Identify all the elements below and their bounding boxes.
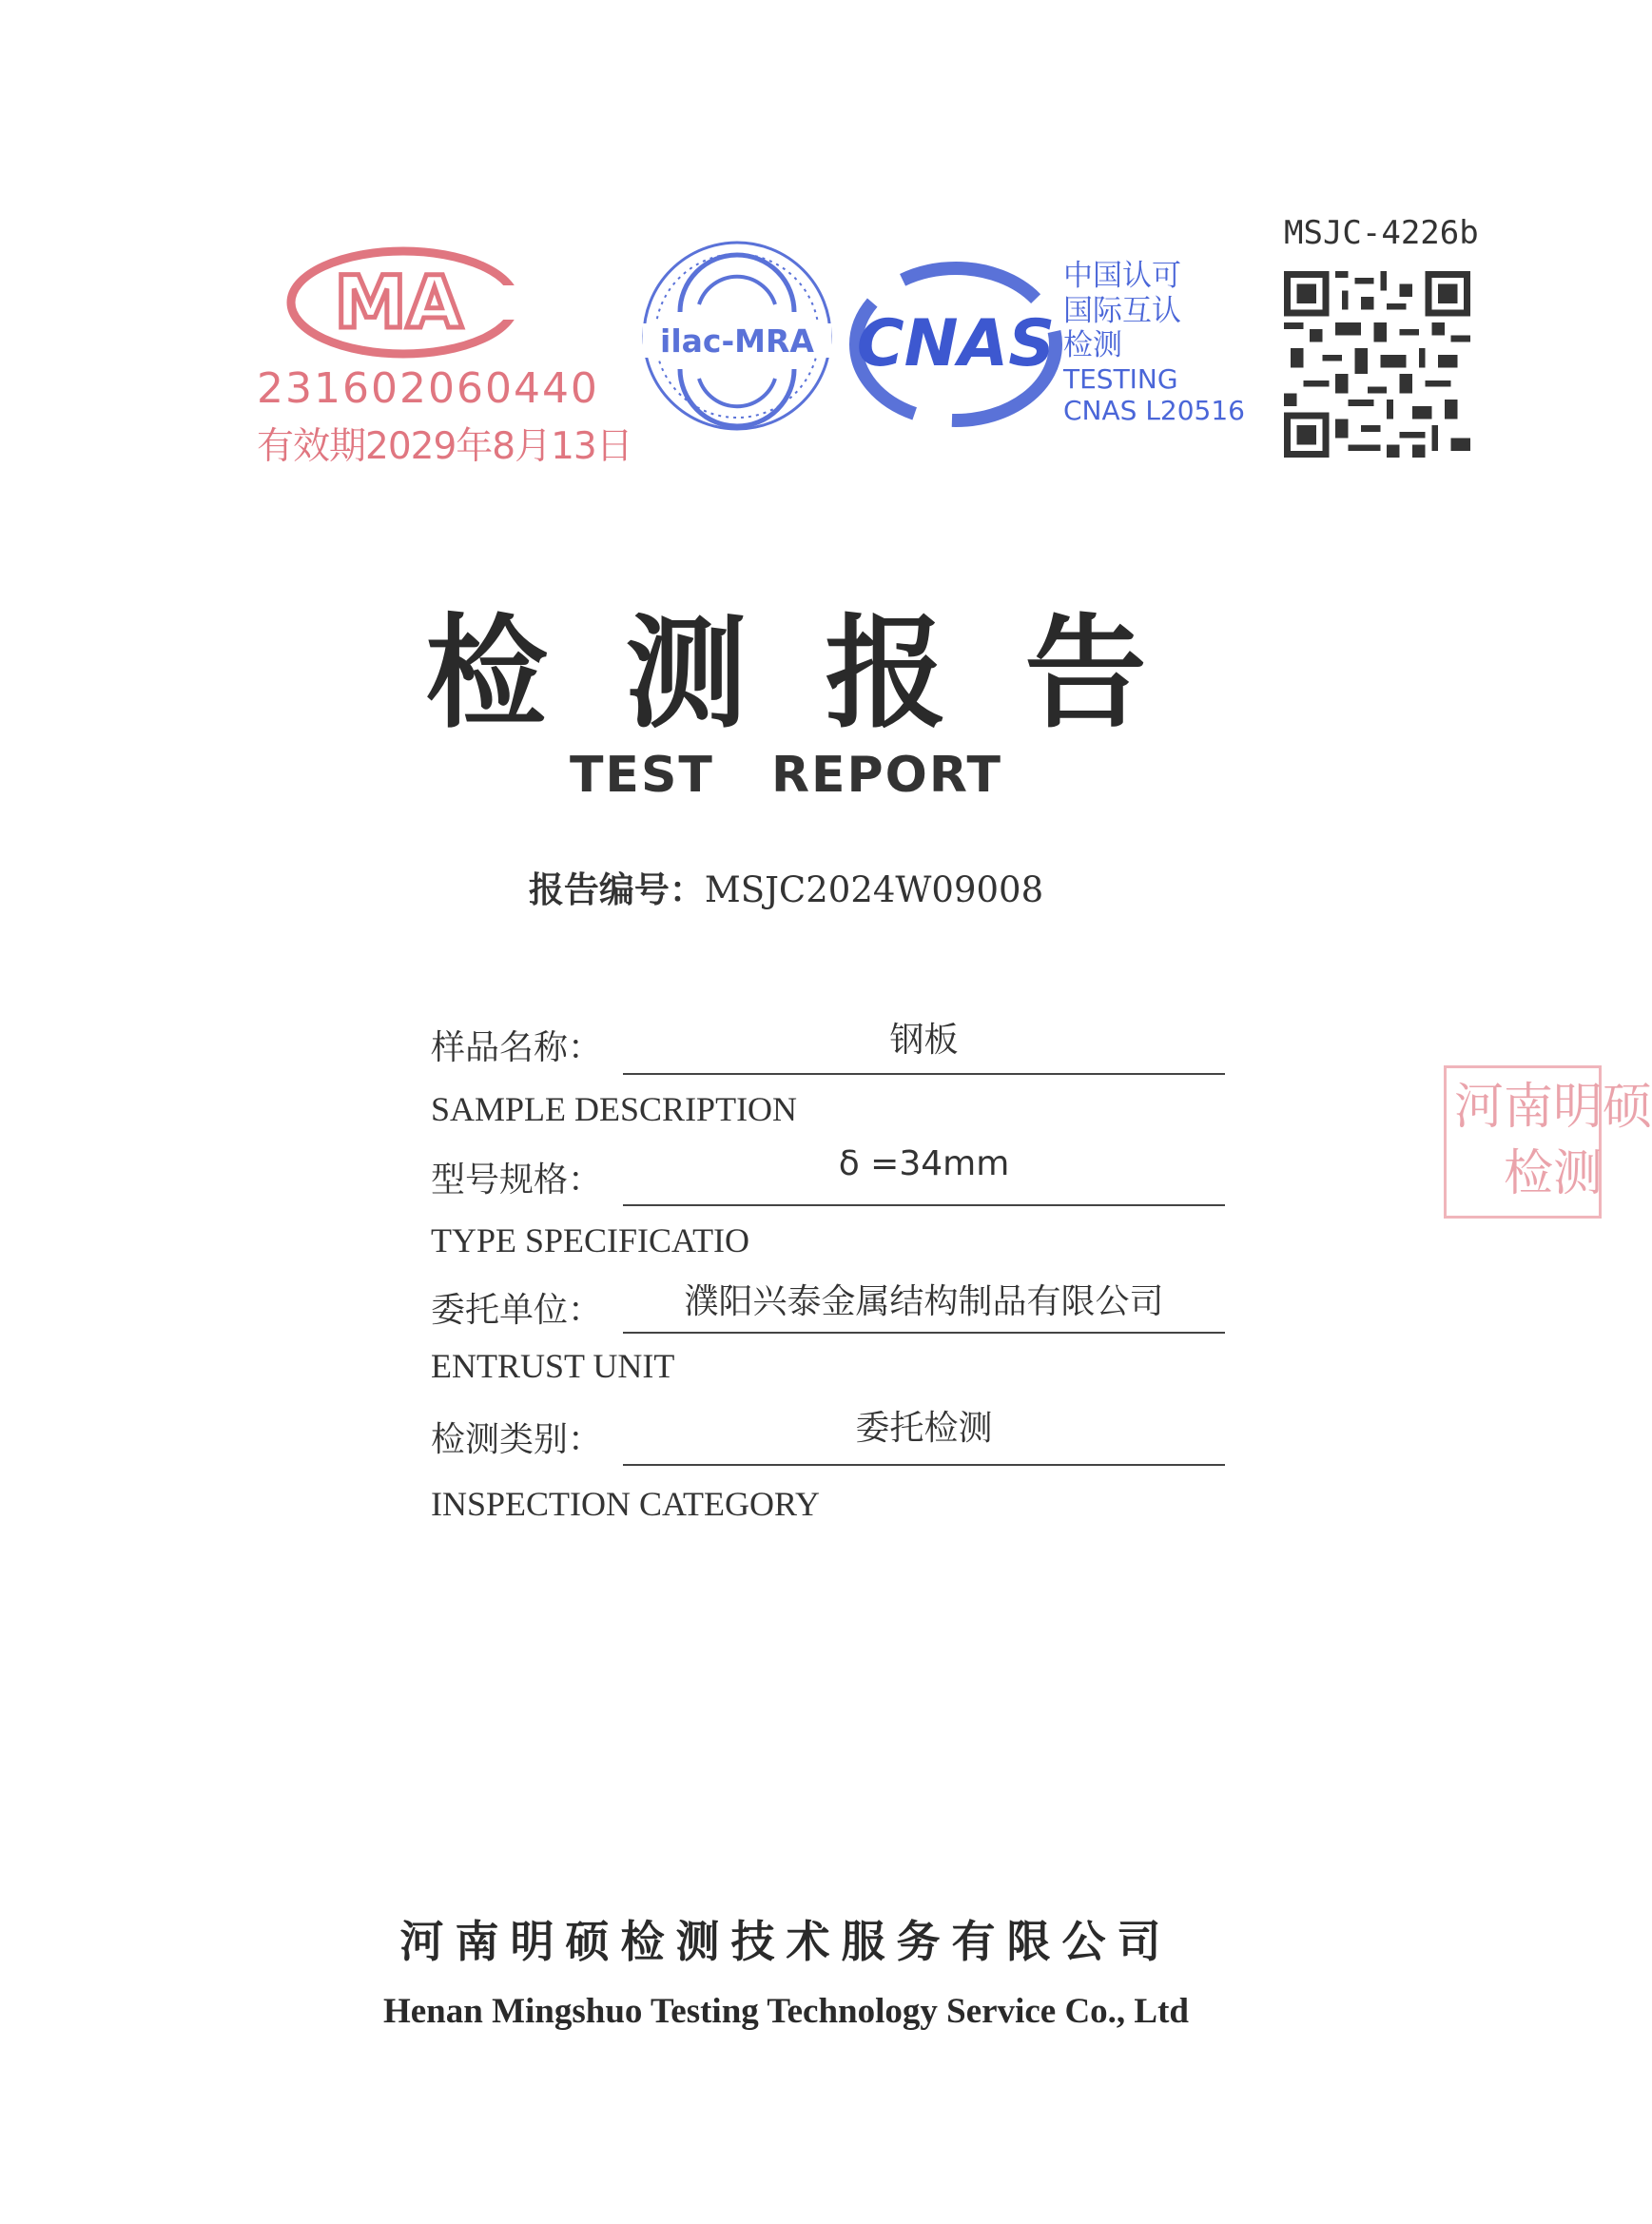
- report-number-value: MSJC2024W09008: [704, 869, 1044, 910]
- cnas-accreditation-text: [1063, 259, 1245, 426]
- entrust-unit-underline: [623, 1332, 1225, 1334]
- sample-description-label: SAMPLE DESCRIPTION: [431, 1090, 798, 1128]
- entrust-unit-label: 委托单位：: [431, 1291, 603, 1330]
- type-spec-label: 型号规格：: [431, 1161, 603, 1200]
- entrust-unit-en-label: ENTRUST UNIT: [431, 1347, 675, 1385]
- cnas-line-3: 检测: [1063, 328, 1122, 363]
- cnas-line-5: CNAS L20516: [1063, 394, 1245, 426]
- cnas-logo-icon: [842, 259, 1070, 430]
- company-seal-stamp: [1444, 1065, 1652, 1219]
- sample-name-label: 样品名称：: [431, 1028, 603, 1067]
- seal-text-line-2: 检测: [1504, 1145, 1603, 1202]
- inspection-category-en-label: INSPECTION CATEGORY: [431, 1485, 821, 1523]
- company-name-cn: 河南明硕检测技术服务有限公司: [399, 1916, 1173, 1967]
- report-number: [0, 861, 1572, 912]
- ilac-logo-text: ilac-MRA: [660, 322, 814, 360]
- ma-validity-date: 有效期2029年8月13日: [257, 425, 632, 468]
- company-name-en: Henan Mingshuo Testing Technology Service Co., Ltd: [382, 1992, 1190, 2031]
- type-specification-label: TYPE SPECIFICATIO: [431, 1221, 750, 1259]
- report-title-cn: 检测报告: [425, 602, 1225, 745]
- ma-logo-icon: [282, 245, 525, 360]
- cnas-line-4: TESTING: [1063, 362, 1178, 395]
- seal-text-line-1: 河南明硕: [1454, 1079, 1652, 1136]
- qr-code-icon[interactable]: [1284, 271, 1470, 458]
- type-spec-value: δ =34mm: [838, 1144, 1010, 1183]
- report-number-label: 报告编号：: [528, 869, 705, 910]
- ma-certification-stamp: [249, 236, 632, 469]
- cnas-logo-text: CNAS: [856, 306, 1056, 381]
- inspection-category-label: 检测类别：: [431, 1420, 603, 1459]
- ilac-mra-logo-icon: [637, 236, 837, 436]
- document-code: MSJC-4226b: [1284, 214, 1479, 252]
- cnas-line-2: 国际互认: [1063, 293, 1181, 328]
- sample-name-value: 钢板: [889, 1021, 959, 1060]
- type-spec-underline: [623, 1204, 1225, 1206]
- ma-logo-text: MA: [334, 260, 463, 344]
- inspection-category-underline: [623, 1464, 1225, 1466]
- report-title-en: TEST REPORT: [569, 747, 1003, 804]
- cnas-line-1: 中国认可: [1063, 259, 1181, 293]
- ma-certificate-number: 231602060440: [257, 364, 599, 413]
- entrust-unit-value: 濮阳兴泰金属结构制品有限公司: [684, 1282, 1164, 1321]
- sample-name-underline: [623, 1073, 1225, 1075]
- inspection-category-value: 委托检测: [855, 1409, 993, 1448]
